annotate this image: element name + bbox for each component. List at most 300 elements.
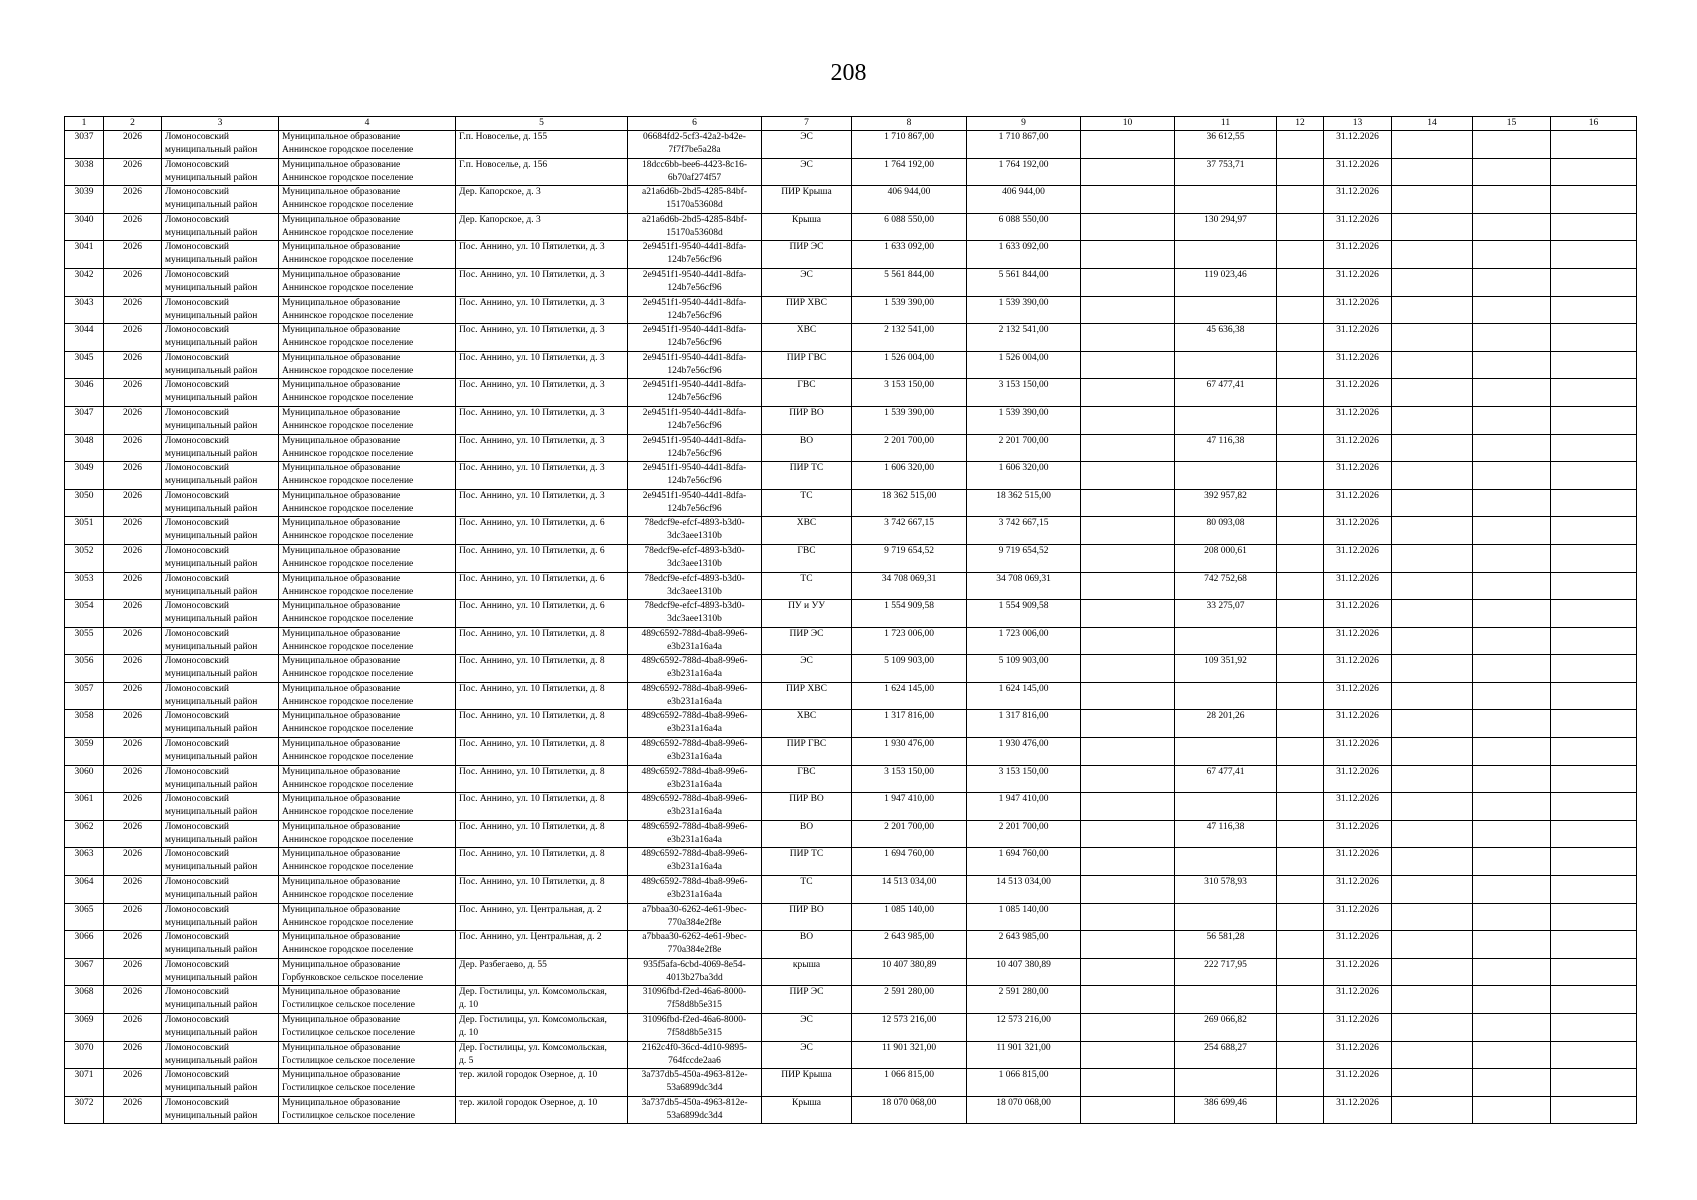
cell-col-14	[1392, 876, 1473, 904]
table-row	[65, 600, 1637, 628]
address-line-1: Пос. Аннино, ул. 10 Пятилетки, д. 3	[459, 463, 605, 474]
guid-line-1: 935f5afa-6cbd-4069-8e54-	[643, 959, 746, 970]
cell-col-14	[1392, 296, 1473, 324]
deadline-date-line-1: 31.12.2026	[1336, 739, 1379, 750]
row-number-line-1: 3048	[74, 435, 94, 446]
cell-district	[162, 268, 279, 296]
cell-work-type	[762, 655, 852, 683]
cell-col-10	[1081, 489, 1175, 517]
table-row	[65, 379, 1637, 407]
cell-deadline-date	[1324, 655, 1392, 683]
cost-total-line-1: 2 643 985,00	[884, 932, 934, 943]
guid-line-1: 489c6592-788d-4ba8-99e6-	[641, 821, 748, 832]
municipality-line-1: Муниципальное образование	[282, 932, 401, 943]
district-line-2: муниципальный район	[165, 393, 258, 404]
cell-guid	[628, 241, 762, 269]
municipality-line-2: Аннинское городское поселение	[282, 420, 414, 431]
cell-cost-fund	[967, 765, 1081, 793]
year-line-1: 2026	[123, 904, 142, 915]
table-row	[65, 820, 1637, 848]
municipality-line-2: Аннинское городское поселение	[282, 945, 414, 956]
municipality-line-2: Аннинское городское поселение	[282, 172, 414, 183]
guid-line-2: 3dc3aee1310b	[667, 531, 722, 542]
cell-col-12	[1277, 876, 1324, 904]
row-number-line-1: 3067	[74, 959, 94, 970]
table-row	[65, 572, 1637, 600]
table-row	[65, 627, 1637, 655]
cell-row-number	[65, 213, 104, 241]
cost-total-line-1: 1 539 390,00	[884, 297, 934, 308]
cell-deadline-date	[1324, 600, 1392, 628]
cell-municipality	[279, 131, 456, 159]
municipality-line-1: Муниципальное образование	[282, 463, 401, 474]
address-line-1: Пос. Аннино, ул. 10 Пятилетки, д. 8	[459, 628, 605, 639]
row-number-line-1: 3042	[74, 269, 94, 280]
cell-col-16	[1551, 186, 1637, 214]
cell-cost-other	[1175, 351, 1277, 379]
cost-fund-line-1: 12 573 216,00	[996, 1015, 1051, 1025]
cell-col-10	[1081, 903, 1175, 931]
district-line-1: Ломоносовский	[165, 656, 230, 667]
cell-row-number	[65, 627, 104, 655]
cell-work-type	[762, 544, 852, 572]
cost-other-line-1: 386 699,46	[1204, 1097, 1247, 1108]
address-line-1: тер. жилой городок Озерное, д. 10	[459, 1070, 598, 1081]
year-line-1: 2026	[123, 159, 142, 170]
cost-total-line-1: 1 723 006,00	[884, 628, 934, 639]
cell-deadline-date	[1324, 186, 1392, 214]
cell-deadline-date	[1324, 213, 1392, 241]
cost-total-line-1: 18 362 515,00	[881, 490, 937, 501]
table-row	[65, 489, 1637, 517]
cell-col-10	[1081, 738, 1175, 766]
year-line-1: 2026	[123, 242, 142, 253]
cell-deadline-date	[1324, 682, 1392, 710]
district-line-1: Ломоносовский	[165, 821, 230, 832]
cell-address	[456, 1041, 628, 1069]
district-line-2: муниципальный район	[165, 365, 258, 376]
cell-address	[456, 1096, 628, 1124]
cell-col-16	[1551, 351, 1637, 379]
row-number-line-1: 3060	[74, 766, 94, 777]
deadline-date-line-1: 31.12.2026	[1336, 711, 1379, 722]
guid-line-1: 18dcc6bb-bee6-4423-8c16-	[642, 159, 747, 170]
cost-fund-line-1: 1 317 816,00	[998, 711, 1049, 722]
cell-cost-other	[1175, 958, 1277, 986]
cell-address	[456, 655, 628, 683]
cell-address	[456, 903, 628, 931]
cell-cost-total	[852, 682, 967, 710]
address-line-1: Пос. Аннино, ул. 10 Пятилетки, д. 6	[459, 545, 605, 556]
cell-row-number	[65, 820, 104, 848]
cell-row-number	[65, 241, 104, 269]
cell-col-10	[1081, 1096, 1175, 1124]
cell-work-type	[762, 793, 852, 821]
municipality-line-2: Аннинское городское поселение	[282, 145, 414, 155]
guid-line-1: 2e9451f1-9540-44d1-8dfa-	[642, 490, 747, 501]
cell-municipality	[279, 351, 456, 379]
work-type-line-1: ПИР ТС	[789, 849, 824, 860]
municipality-line-1: Муниципальное образование	[282, 959, 401, 970]
column-number-6: 6	[628, 117, 762, 131]
district-line-1: Ломоносовский	[165, 1097, 230, 1108]
cell-year	[104, 213, 162, 241]
district-line-2: муниципальный район	[165, 586, 258, 597]
deadline-date-line-1: 31.12.2026	[1336, 187, 1379, 198]
district-line-2: муниципальный район	[165, 338, 258, 349]
cell-col-14	[1392, 517, 1473, 545]
cost-fund-line-1: 1 930 476,00	[998, 739, 1049, 750]
cell-cost-fund	[967, 324, 1081, 352]
municipality-line-1: Муниципальное образование	[282, 794, 401, 805]
year-line-1: 2026	[123, 463, 142, 474]
cell-district	[162, 958, 279, 986]
cell-col-16	[1551, 268, 1637, 296]
deadline-date-line-1: 31.12.2026	[1336, 628, 1379, 639]
year-line-1: 2026	[123, 739, 142, 750]
municipality-line-1: Муниципальное образование	[282, 711, 401, 722]
district-line-1: Ломоносовский	[165, 435, 230, 446]
cell-cost-total	[852, 1096, 967, 1124]
cell-deadline-date	[1324, 1069, 1392, 1097]
cell-cost-fund	[967, 296, 1081, 324]
cell-district	[162, 793, 279, 821]
guid-line-2: 15170a53608d	[666, 200, 723, 211]
cell-col-10	[1081, 1041, 1175, 1069]
row-number-line-1: 3056	[74, 656, 94, 667]
cell-work-type	[762, 1069, 852, 1097]
cell-col-14	[1392, 131, 1473, 159]
address-line-1: Пос. Аннино, ул. 10 Пятилетки, д. 3	[459, 297, 605, 308]
cell-guid	[628, 1041, 762, 1069]
table-body	[65, 131, 1637, 1124]
cell-municipality	[279, 793, 456, 821]
cell-address	[456, 958, 628, 986]
cell-district	[162, 655, 279, 683]
cell-cost-other	[1175, 406, 1277, 434]
cell-year	[104, 793, 162, 821]
guid-line-2: e3b231a16a4a	[667, 779, 722, 790]
cell-col-12	[1277, 793, 1324, 821]
row-number-line-1: 3064	[74, 877, 94, 888]
cell-cost-fund	[967, 241, 1081, 269]
guid-line-1: 489c6592-788d-4ba8-99e6-	[641, 711, 748, 722]
deadline-date-line-1: 31.12.2026	[1336, 794, 1379, 805]
guid-line-1: 2e9451f1-9540-44d1-8dfa-	[642, 242, 747, 253]
cell-guid	[628, 820, 762, 848]
cell-year	[104, 931, 162, 959]
page-number: 208	[830, 60, 867, 86]
year-line-1: 2026	[123, 187, 142, 198]
municipality-line-1: Муниципальное образование	[282, 601, 401, 612]
cost-fund-line-1: 1 539 390,00	[998, 297, 1049, 308]
cell-address	[456, 517, 628, 545]
municipality-line-2: Аннинское городское поселение	[282, 669, 414, 680]
cell-cost-total	[852, 1069, 967, 1097]
cost-total-line-1: 1 526 004,00	[884, 352, 934, 363]
cell-year	[104, 268, 162, 296]
cell-col-15	[1473, 655, 1551, 683]
table-row	[65, 351, 1637, 379]
cell-municipality	[279, 820, 456, 848]
guid-line-1: 3a737db5-450a-4963-812e-	[641, 1070, 748, 1081]
cell-cost-fund	[967, 186, 1081, 214]
cell-cost-fund	[967, 517, 1081, 545]
cell-municipality	[279, 1096, 456, 1124]
cell-col-16	[1551, 296, 1637, 324]
address-line-1: Дер. Капорское, д. 3	[459, 214, 541, 225]
cell-deadline-date	[1324, 765, 1392, 793]
year-line-1: 2026	[123, 656, 142, 667]
cell-municipality	[279, 462, 456, 490]
guid-line-2: e3b231a16a4a	[667, 724, 722, 735]
cell-cost-fund	[967, 1069, 1081, 1097]
cell-deadline-date	[1324, 1096, 1392, 1124]
year-line-1: 2026	[123, 932, 142, 943]
table-row	[65, 1096, 1637, 1124]
cell-cost-total	[852, 489, 967, 517]
cell-district	[162, 131, 279, 159]
cell-cost-other	[1175, 820, 1277, 848]
guid-line-1: 489c6592-788d-4ba8-99e6-	[641, 683, 748, 694]
cell-col-10	[1081, 544, 1175, 572]
cost-fund-line-1: 18 070 068,00	[996, 1097, 1051, 1108]
row-number-line-1: 3049	[74, 463, 94, 474]
cell-row-number	[65, 876, 104, 904]
cell-work-type	[762, 406, 852, 434]
cell-col-14	[1392, 379, 1473, 407]
cell-year	[104, 406, 162, 434]
address-line-1: Пос. Аннино, ул. 10 Пятилетки, д. 3	[459, 490, 605, 501]
row-number-line-1: 3041	[74, 242, 94, 253]
work-type-line-1: ПИР Крыша	[781, 187, 832, 198]
municipality-line-2: Горбунковское сельское поселение	[282, 972, 423, 983]
cell-deadline-date	[1324, 351, 1392, 379]
table-row	[65, 876, 1637, 904]
cell-municipality	[279, 572, 456, 600]
cell-municipality	[279, 682, 456, 710]
cell-work-type	[762, 268, 852, 296]
cell-col-16	[1551, 544, 1637, 572]
cell-cost-total	[852, 600, 967, 628]
guid-line-2: e3b231a16a4a	[667, 752, 722, 763]
guid-line-2: e3b231a16a4a	[667, 696, 722, 707]
cell-col-10	[1081, 820, 1175, 848]
district-line-2: муниципальный район	[165, 476, 258, 487]
cell-row-number	[65, 738, 104, 766]
cell-cost-fund	[967, 627, 1081, 655]
cell-cost-other	[1175, 544, 1277, 572]
municipality-line-1: Муниципальное образование	[282, 656, 401, 667]
cell-col-15	[1473, 268, 1551, 296]
cell-district	[162, 544, 279, 572]
cell-row-number	[65, 710, 104, 738]
guid-line-1: 2e9451f1-9540-44d1-8dfa-	[642, 435, 747, 446]
cell-deadline-date	[1324, 903, 1392, 931]
deadline-date-line-1: 31.12.2026	[1336, 766, 1379, 777]
guid-line-1: 2e9451f1-9540-44d1-8dfa-	[642, 352, 747, 363]
cell-col-15	[1473, 903, 1551, 931]
address-line-1: Пос. Аннино, ул. 10 Пятилетки, д. 8	[459, 711, 605, 722]
district-line-1: Ломоносовский	[165, 1070, 230, 1081]
cell-col-12	[1277, 1096, 1324, 1124]
work-type-line-1: ХВС	[796, 325, 817, 336]
municipality-line-1: Муниципальное образование	[282, 904, 401, 915]
address-line-1: Дер. Гостилицы, ул. Комсомольская,	[459, 987, 607, 998]
cell-guid	[628, 434, 762, 462]
cell-deadline-date	[1324, 710, 1392, 738]
cell-row-number	[65, 379, 104, 407]
municipality-line-1: Муниципальное образование	[282, 159, 401, 170]
cell-col-16	[1551, 682, 1637, 710]
cell-guid	[628, 655, 762, 683]
cell-year	[104, 682, 162, 710]
municipality-line-2: Аннинское городское поселение	[282, 917, 414, 928]
year-line-1: 2026	[123, 877, 142, 888]
deadline-date-line-1: 31.12.2026	[1336, 959, 1379, 970]
cell-col-10	[1081, 324, 1175, 352]
cell-guid	[628, 1014, 762, 1042]
table-row	[65, 986, 1637, 1014]
cell-col-10	[1081, 186, 1175, 214]
cell-cost-other	[1175, 462, 1277, 490]
cell-cost-total	[852, 324, 967, 352]
district-line-2: муниципальный район	[165, 917, 258, 928]
cost-total-line-1: 406 944,00	[887, 187, 931, 198]
district-line-1: Ломоносовский	[165, 739, 230, 750]
cell-col-15	[1473, 131, 1551, 159]
cell-address	[456, 241, 628, 269]
district-line-2: муниципальный район	[165, 696, 258, 707]
row-number-line-1: 3040	[74, 214, 94, 225]
cell-address	[456, 213, 628, 241]
cell-col-10	[1081, 986, 1175, 1014]
cell-cost-total	[852, 710, 967, 738]
cell-deadline-date	[1324, 489, 1392, 517]
deadline-date-line-1: 31.12.2026	[1336, 214, 1379, 225]
cell-col-14	[1392, 489, 1473, 517]
cell-col-15	[1473, 379, 1551, 407]
cell-col-12	[1277, 1041, 1324, 1069]
cell-year	[104, 655, 162, 683]
deadline-date-line-1: 31.12.2026	[1336, 159, 1379, 170]
cell-municipality	[279, 517, 456, 545]
year-line-1: 2026	[123, 132, 142, 142]
cell-district	[162, 186, 279, 214]
cell-row-number	[65, 268, 104, 296]
column-number-2: 2	[104, 117, 162, 131]
row-number-line-1: 3070	[74, 1042, 94, 1053]
deadline-date-line-1: 31.12.2026	[1336, 242, 1379, 253]
address-line-1: Пос. Аннино, ул. 10 Пятилетки, д. 3	[459, 380, 605, 391]
cell-cost-total	[852, 1014, 967, 1042]
address-line-1: Пос. Аннино, ул. 10 Пятилетки, д. 3	[459, 435, 605, 446]
cell-address	[456, 296, 628, 324]
municipality-line-1: Муниципальное образование	[282, 821, 401, 832]
cell-col-10	[1081, 213, 1175, 241]
table-row	[65, 793, 1637, 821]
guid-line-1: 78edcf9e-efcf-4893-b3d0-	[644, 545, 745, 556]
column-number-14: 14	[1392, 117, 1473, 131]
cell-address	[456, 931, 628, 959]
cell-col-14	[1392, 544, 1473, 572]
cell-municipality	[279, 903, 456, 931]
year-line-1: 2026	[123, 545, 142, 556]
cost-fund-line-1: 1 723 006,00	[998, 628, 1049, 639]
cost-fund-line-1: 3 153 150,00	[998, 380, 1049, 391]
cost-fund-line-1: 1 947 410,00	[998, 794, 1049, 805]
cost-fund-line-1: 11 901 321,00	[996, 1042, 1051, 1053]
cell-col-15	[1473, 876, 1551, 904]
cost-other-line-1: 28 201,26	[1206, 711, 1245, 722]
row-number-line-1: 3051	[74, 518, 94, 529]
row-number-line-1: 3053	[74, 573, 94, 584]
guid-line-1: 2e9451f1-9540-44d1-8dfa-	[642, 463, 747, 474]
cost-fund-line-1: 1 539 390,00	[998, 407, 1049, 418]
work-type-line-1: ГВС	[797, 766, 816, 777]
cell-col-12	[1277, 351, 1324, 379]
municipality-line-2: Аннинское городское поселение	[282, 890, 414, 901]
guid-line-1: 78edcf9e-efcf-4893-b3d0-	[644, 518, 745, 529]
cell-district	[162, 296, 279, 324]
cell-work-type	[762, 517, 852, 545]
municipality-line-1: Муниципальное образование	[282, 132, 401, 142]
municipality-line-1: Муниципальное образование	[282, 269, 401, 280]
cell-col-14	[1392, 793, 1473, 821]
cell-municipality	[279, 986, 456, 1014]
cell-col-14	[1392, 572, 1473, 600]
cell-guid	[628, 351, 762, 379]
cell-col-16	[1551, 958, 1637, 986]
cell-col-12	[1277, 296, 1324, 324]
cost-fund-line-1: 1 764 192,00	[998, 159, 1049, 170]
year-line-1: 2026	[123, 1015, 142, 1025]
cell-col-15	[1473, 738, 1551, 766]
cell-col-15	[1473, 517, 1551, 545]
cost-other-line-1: 392 957,82	[1204, 490, 1247, 501]
municipality-line-2: Аннинское городское поселение	[282, 834, 414, 845]
row-number-line-1: 3045	[74, 352, 94, 363]
cell-district	[162, 489, 279, 517]
cell-row-number	[65, 1014, 104, 1042]
cell-col-16	[1551, 1069, 1637, 1097]
municipality-line-2: Гостилицкое сельское поселение	[282, 1055, 415, 1066]
work-type-line-1: ВО	[799, 821, 814, 832]
cell-address	[456, 1014, 628, 1042]
cell-cost-fund	[967, 406, 1081, 434]
cell-deadline-date	[1324, 931, 1392, 959]
cell-address	[456, 793, 628, 821]
work-type-line-1: ГВС	[797, 380, 816, 391]
cell-col-14	[1392, 765, 1473, 793]
cell-address	[456, 848, 628, 876]
cell-col-10	[1081, 765, 1175, 793]
cell-col-14	[1392, 213, 1473, 241]
cell-col-15	[1473, 848, 1551, 876]
deadline-date-line-1: 31.12.2026	[1336, 325, 1379, 336]
guid-line-1: 2e9451f1-9540-44d1-8dfa-	[642, 380, 747, 391]
cell-guid	[628, 379, 762, 407]
cell-cost-fund	[967, 379, 1081, 407]
cell-year	[104, 1041, 162, 1069]
cost-other-line-1: 119 023,46	[1204, 269, 1247, 280]
cell-work-type	[762, 572, 852, 600]
cell-col-16	[1551, 131, 1637, 159]
cost-other-line-1: 80 093,08	[1206, 518, 1245, 529]
table-row	[65, 324, 1637, 352]
cell-col-16	[1551, 903, 1637, 931]
cell-district	[162, 903, 279, 931]
